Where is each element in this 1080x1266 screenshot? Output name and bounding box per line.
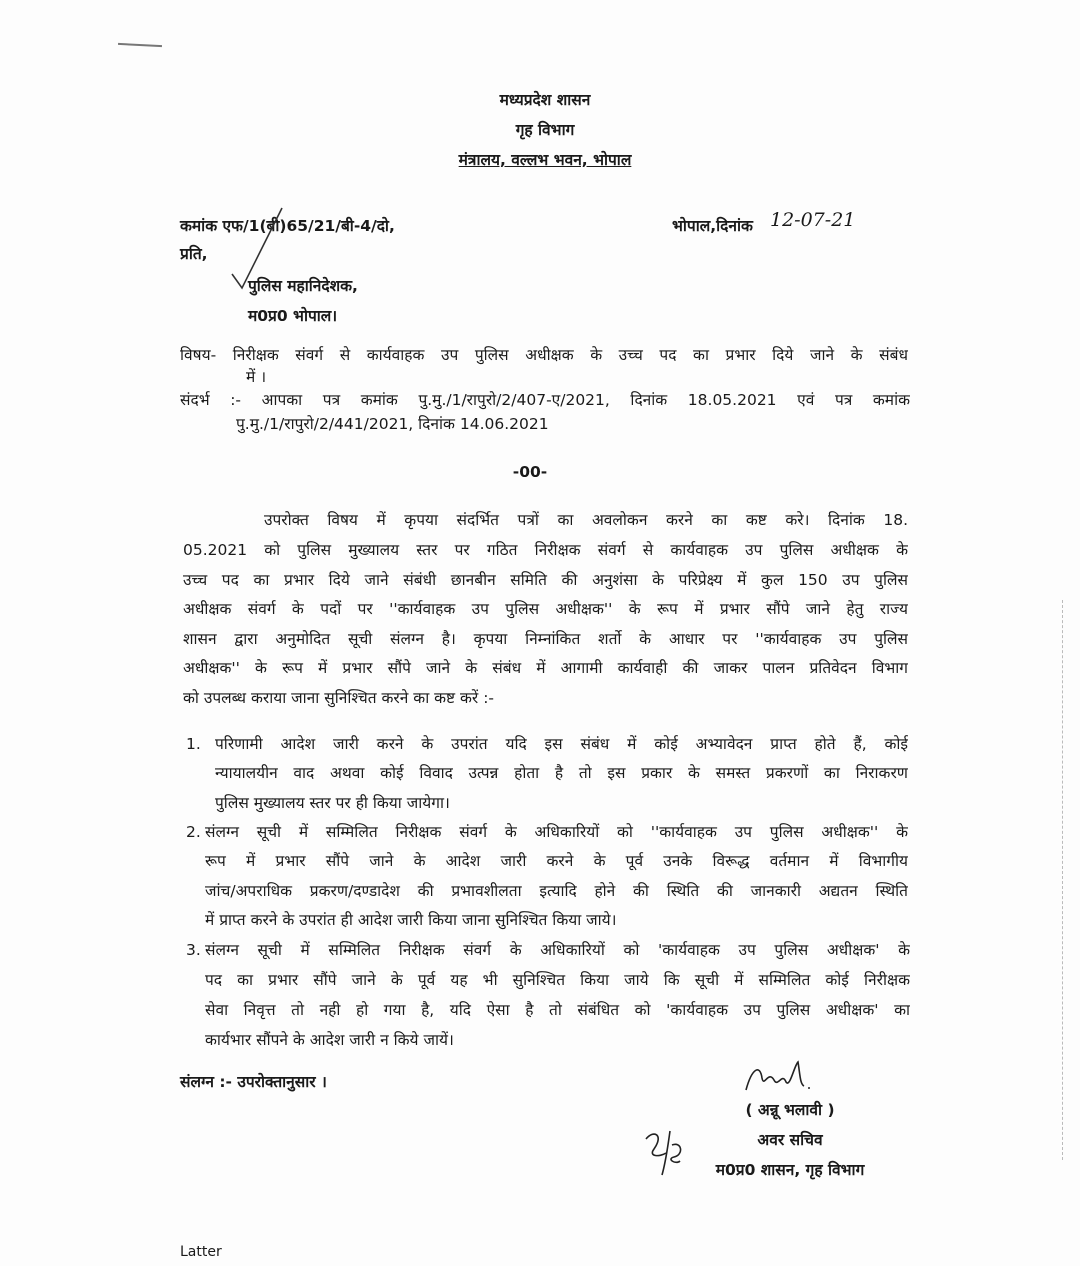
- subject-line: विषय- निरीक्षक संवर्ग से कार्यवाहक उप पुलिस अधीक्षक के उच्च पद का प्रभार दिये जाने के संबंध: [180, 346, 908, 364]
- addressee-place: म0प्र0 भोपाल।: [248, 307, 338, 325]
- initials-image: [640, 1125, 690, 1180]
- to-label: प्रति,: [180, 245, 208, 263]
- point-line: में प्राप्त करने के उपरांत ही आदेश जारी किया जाना सुनिश्चित किया जाये।: [205, 911, 617, 929]
- body-line: शासन द्वारा अनुमोदित सूची संलग्न है। कृपया निम्नांकित शर्तो के आधार पर ''कार्यवाहक उप पुलिस: [183, 630, 908, 648]
- handwritten-date: 12-07-21: [770, 209, 856, 231]
- page-edge: [1062, 600, 1064, 1160]
- point-line: न्यायालयीन वाद अथवा कोई विवाद उत्पन्न होता है तो इस प्रकार के समस्त प्रकरणों का निराकरण: [215, 764, 908, 782]
- point-number: 2.: [186, 823, 201, 841]
- point-line: संलग्न सूची में सम्मिलित निरीक्षक संवर्ग के अधिकारियों को ''कार्यवाहक उप पुलिस अधीक्षक'' के: [205, 823, 908, 841]
- body-line: 05.2021 को पुलिस मुख्यालय स्तर पर गठित निरीक्षक संवर्ग से कार्यवाहक उप पुलिस अधीक्षक के: [183, 541, 908, 559]
- signatory-name: ( अन्नू भलावी ): [745, 1101, 835, 1119]
- reference-line-2: पु.मु./1/रापुरो/2/441/2021, दिनांक 14.06.2021: [236, 415, 549, 433]
- signatory-office: म0प्र0 शासन, गृह विभाग: [715, 1161, 865, 1179]
- point-line: संलग्न सूची में सम्मिलित निरीक्षक संवर्ग के अधिकारियों को 'कार्यवाहक उप पुलिस अधीक्षक' के: [205, 941, 910, 959]
- body-line: उच्च पद का प्रभार दिये जाने संबंधी छानबीन समिति की अनुशंसा के परिप्रेक्ष्य में कुल 150 उप पुलिस: [183, 571, 908, 589]
- signatory-designation: अवर सचिव: [757, 1131, 823, 1149]
- signature-image: [738, 1058, 818, 1098]
- subject-line-2: में ।: [246, 368, 267, 386]
- point-line: कार्यभार सौंपने के आदेश जारी न किये जायें।: [205, 1031, 454, 1049]
- addressee-title: पुलिस महानिदेशक,: [248, 277, 358, 295]
- point-number: 3.: [186, 941, 201, 959]
- body-line: अधीक्षक संवर्ग के पदों पर ''कार्यवाहक उप पुलिस अधीक्षक'' के रूप में प्रभार सौंपे जाने हेतु राज्य: [183, 600, 908, 618]
- footer-note: Latter: [180, 1244, 222, 1260]
- point-line: रूप में प्रभार सौंपे जाने के आदेश जारी करने के पूर्व उनके विरूद्ध वर्तमान में विभागीय: [205, 852, 908, 870]
- point-line: पद का प्रभार सौंपे जाने के पूर्व यह भी सुनिश्चित किया जाये कि सूची में सम्मिलित कोई निरीक्षक: [205, 971, 910, 989]
- body-line: को उपलब्ध कराया जाना सुनिश्चित करने का कष्ट करें :-: [183, 689, 495, 707]
- separator: -00-: [512, 463, 548, 481]
- enclosure-note: संलग्न :- उपरोक्तानुसार ।: [180, 1073, 327, 1091]
- point-number: 1.: [186, 735, 201, 753]
- reference-number: कमांक एफ/1(बी)65/21/बी-4/दो,: [180, 217, 395, 235]
- body-line: उपरोक्त विषय में कृपया संदर्भित पत्रों का अवलोकन करने का कष्ट करे। दिनांक 18.: [264, 511, 908, 529]
- header-department: गृह विभाग: [515, 121, 575, 139]
- point-line: परिणामी आदेश जारी करने के उपरांत यदि इस संबंध में कोई अभ्यावेदन प्राप्त होते हैं, कोई: [215, 735, 908, 753]
- header-address: मंत्रालय, वल्लभ भवन, भोपाल: [458, 151, 632, 169]
- reference-line: संदर्भ :- आपका पत्र कमांक पु.मु./1/रापुरो/2/407-ए/2021, दिनांक 18.05.2021 एवं पत्र कमांक: [180, 391, 910, 409]
- date-label: भोपाल,दिनांक: [672, 217, 753, 235]
- point-line: पुलिस मुख्यालय स्तर पर ही किया जायेगा।: [215, 794, 450, 812]
- point-line: जांच/अपराधिक प्रकरण/दण्डादेश की प्रभावशीलता इत्यादि होने की स्थिति की जानकारी अद्यतन स्थिति: [205, 882, 908, 900]
- pen-mark: [118, 43, 162, 47]
- header-government: मध्यप्रदेश शासन: [499, 91, 591, 109]
- body-line: अधीक्षक'' के रूप में प्रभार सौंपे जाने के संबंध में आगामी कार्यवाही की जाकर पालन प्रतिवेदन विभाग: [183, 659, 908, 677]
- point-line: सेवा निवृत्त तो नही हो गया है, यदि ऐसा है तो संबंधित को 'कार्यवाहक उप पुलिस अधीक्षक' का: [205, 1001, 910, 1019]
